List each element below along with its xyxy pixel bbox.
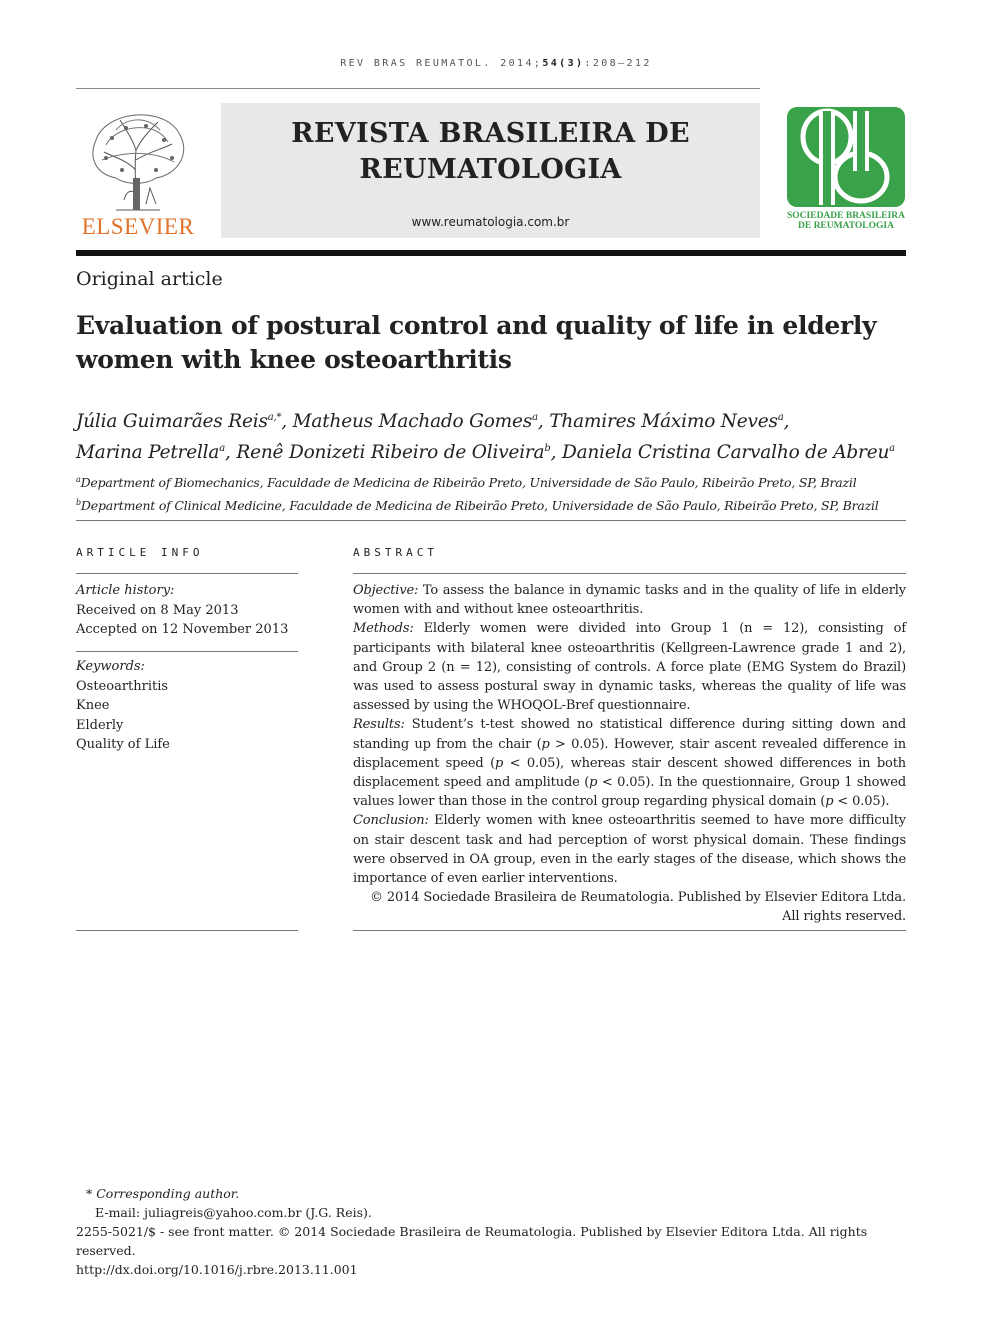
header-thick-rule <box>221 250 906 256</box>
keyword: Osteoarthritis <box>76 678 169 694</box>
journal-title <box>221 116 760 188</box>
elsevier-wordmark: ELSEVIER <box>81 214 195 239</box>
article-title: Evaluation of postural control and quality of life in elderly women with knee osteoarthritis <box>76 311 877 374</box>
author: Daniela Cristina Carvalho de Abreu$^a$ <box>561 442 895 464</box>
divider <box>76 651 298 652</box>
history-label: Article history: <box>76 583 175 598</box>
author: Júlia Guimarães Reis$^{a,*}$, <box>76 411 293 433</box>
society-name <box>782 211 910 231</box>
divider <box>76 930 298 931</box>
author-list <box>76 404 906 466</box>
abstract-conclusion: Conclusion: Elderly women with knee osteoarthritis seemed to have more difficulty on stair descent task and had perception of worst physical domain. These findings were observed in OA group, even in the early stages of the disease, which shows the importance of even earlier interventions. <box>353 813 906 887</box>
abstract-results: Results: Student’s t-test showed no statistical difference during sitting down and standing up from the chair (p > 0.05). However, stair ascent revealed difference in displacement speed (p < 0.05), whereas stair descent showed differences in both displacement speed and amplitude (p < 0.05). In the questionnaire, Group 1 showed values lower than those in the control group regarding physical domain (p < 0.05). <box>353 717 907 810</box>
author: Matheus Machado Gomes$^a$, <box>292 411 550 433</box>
journal-title-line1: REVISTA BRASILEIRA DE <box>291 118 690 149</box>
divider <box>76 573 298 574</box>
author-email[interactable]: E-mail: juliagreis@yahoo.com.br (J.G. Reis). <box>95 1205 372 1220</box>
society-name-line2: DE REUMATOLOGIA <box>798 221 894 231</box>
running-head: REV BRAS REUMATOL. 2014;54(3):208–212 <box>340 58 652 69</box>
keywords-label: Keywords: <box>76 659 145 674</box>
keywords <box>76 657 298 755</box>
article-history <box>76 581 298 640</box>
copyright: © 2014 Sociedade Brasileira de Reumatologia. Published by Elsevier Editora Ltda. All rights reserved. <box>370 890 906 925</box>
footnotes <box>76 1184 906 1279</box>
abstract-objective: Objective: To assess the balance in dynamic tasks and in the quality of life in elderly women with and without knee osteoarthritis. <box>353 583 906 618</box>
article-info-heading: ARTICLE INFO <box>76 546 204 559</box>
author: Thamires Máximo Neves$^a$, <box>549 411 790 433</box>
doi-link[interactable]: http://dx.doi.org/10.1016/j.rbre.2013.11.001 <box>76 1262 358 1277</box>
corresponding-author-note: * Corresponding author. <box>86 1186 240 1201</box>
affiliation: $^b$Department of Clinical Medicine, Faculdade de Medicina de Ribeirão Preto, Universidade de São Paulo, Ribeirão Preto, SP, Brazil <box>76 497 879 513</box>
journal-title-line2: REUMATOLOGIA <box>359 154 622 185</box>
keyword: Elderly <box>76 717 124 733</box>
article-type: Original article <box>76 268 223 290</box>
journal-url-link[interactable]: www.reumatologia.com.br <box>411 215 570 229</box>
header-top-rule <box>76 88 760 89</box>
issn-line: 2255-5021/$ - see front matter. © 2014 Sociedade Brasileira de Reumatologia. Published by Elsevier Editora Ltda. All rights reserved. <box>76 1224 868 1258</box>
society-name-line1: SOCIEDADE BRASILEIRA <box>787 211 905 221</box>
divider <box>353 930 906 931</box>
abstract-methods: Methods: Elderly women were divided into Group 1 (n = 12), consisting of participants with bilateral knee osteoarthritis (Kellgreen-Lawrence grade 1 and 2), and Group 2 (n = 12), consisting of controls. A force plate (EMG System do Brazil) was used to assess postural sway in dynamic tasks, whereas the quality of life was assessed by using the WHOQOL-Bref questionnaire. <box>353 621 907 714</box>
abstract-heading: ABSTRACT <box>353 546 438 559</box>
divider <box>76 520 906 521</box>
accepted-date: Accepted on 12 November 2013 <box>76 622 289 637</box>
keyword: Quality of Life <box>76 737 170 752</box>
received-date: Received on 8 May 2013 <box>76 602 239 618</box>
author: Renê Donizeti Ribeiro de Oliveira$^b$, <box>236 442 562 464</box>
author: Marina Petrella$^a$, <box>76 442 237 464</box>
society-logo <box>787 107 905 207</box>
abstract-body <box>353 581 906 927</box>
affiliation: $^a$Department of Biomechanics, Faculdade de Medicina de Ribeirão Preto, Universidade de São Paulo, Ribeirão Preto, SP, Brazil <box>76 475 857 491</box>
divider <box>353 573 906 574</box>
affiliations <box>76 470 906 515</box>
header-thick-rule-left <box>76 250 221 256</box>
keyword: Knee <box>76 698 110 713</box>
